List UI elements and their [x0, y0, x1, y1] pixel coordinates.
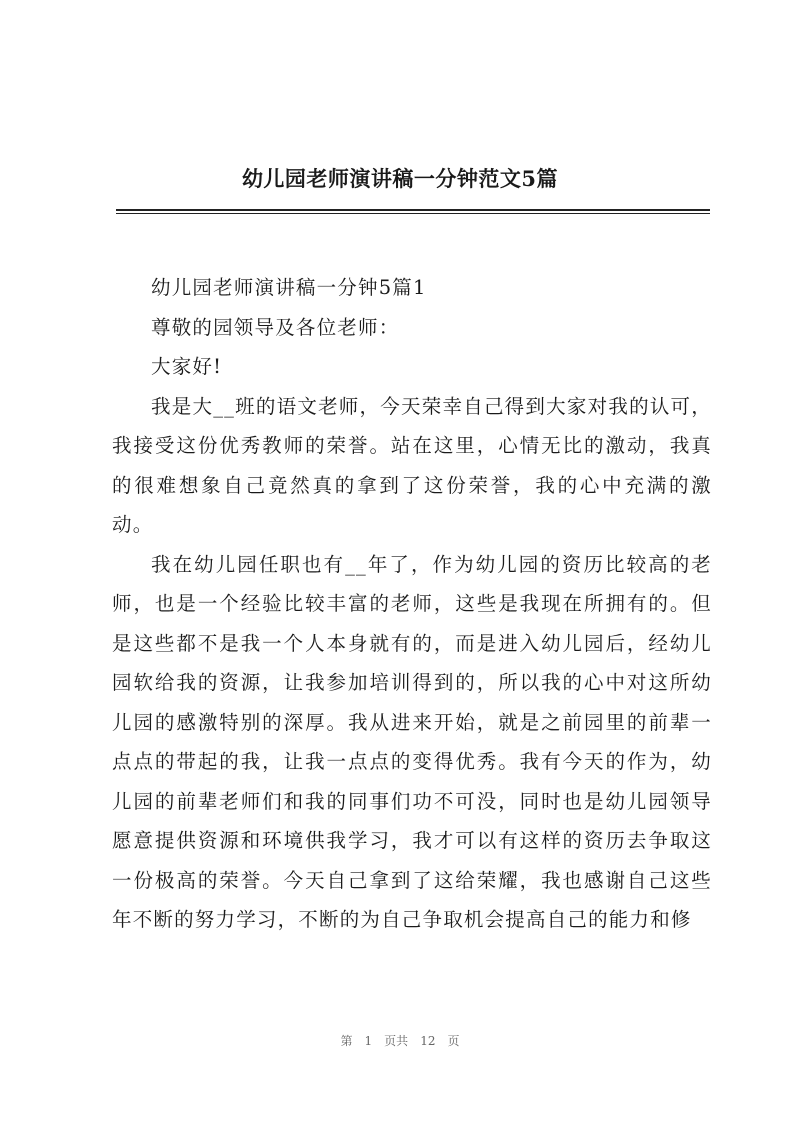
- body-paragraph: 我在幼儿园任职也有__年了，作为幼儿园的资历比较高的老师，也是一个经验比较丰富的老师，这些是我现在所拥有的。但是这些都不是我一个人本身就有的，而是进入幼儿园后，经幼儿园软给我的资源，让我参加培训得到的，所以我的心中对这所幼儿园的感激特别的深厚。我从进来开始，就是之前园里的前辈一点点的带起的我，让我一点点的变得优秀。我有今天的作为，幼儿园的前辈老师们和我的同事们功不可没，同时也是幼儿园领导愿意提供资源和环境供我学习，我才可以有这样的资历去争取这一份极高的荣誉。今天自己拿到了这给荣耀，我也感谢自己这些年不断的努力学习，不断的为自己争取机会提高自己的能力和修: [112, 552, 712, 931]
- document-title: 幼儿园老师演讲稿一分钟范文5篇: [241, 166, 559, 191]
- footer-suffix: 页: [447, 1034, 460, 1048]
- section-heading: 幼儿园老师演讲稿一分钟5篇1: [151, 276, 427, 299]
- title-divider: [116, 209, 710, 214]
- footer-total-pages: 12: [420, 1034, 436, 1048]
- salutation: 尊敬的园领导及各位老师：: [151, 315, 400, 339]
- footer-middle: 页共: [384, 1034, 409, 1048]
- document-body: [112, 268, 712, 940]
- page-footer: [0, 1032, 800, 1049]
- body-paragraph: 我是大__班的语文老师，今天荣幸自己得到大家对我的认可，我接受这份优秀教师的荣誉。站在这里，心情无比的激动，我真的很难想象自己竟然真的拿到了这份荣誉，我的心中充满的激动。: [112, 394, 712, 536]
- footer-prefix: 第: [340, 1034, 353, 1048]
- footer-current-page: 1: [364, 1034, 373, 1048]
- greeting: 大家好!: [151, 355, 223, 378]
